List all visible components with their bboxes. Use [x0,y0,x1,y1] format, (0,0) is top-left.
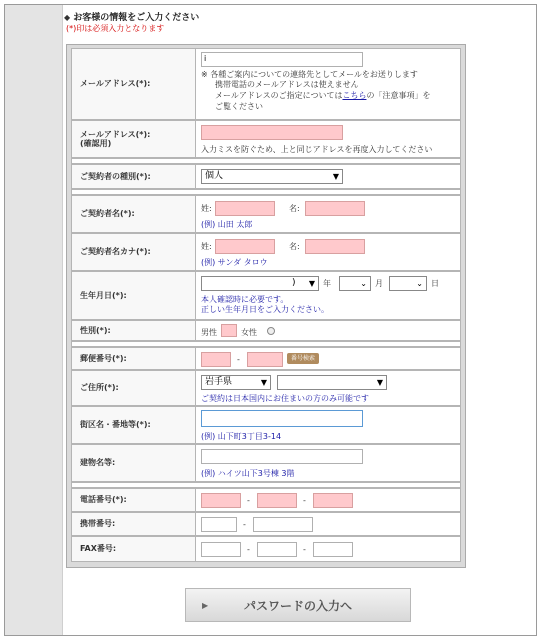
last-name-kana-field[interactable] [215,239,275,254]
phone-1-field[interactable] [201,493,241,508]
gender-label: 性別(*): [72,321,196,340]
phone-3-field[interactable] [313,493,353,508]
postal-label: 郵便番号(*): [72,348,196,369]
fax-row [71,536,461,562]
postal-row [71,347,461,370]
email-confirm-field[interactable] [201,125,343,140]
name-kana-example: (例) サンダ タロウ [201,258,268,267]
building-field[interactable] [201,449,363,464]
chevron-down-icon: ⌄ [416,279,423,288]
male-radio[interactable] [221,324,237,337]
email-note-1: ※ 各種ご案内についての連絡先としてメールをお送りします [201,70,418,79]
phone-2-field[interactable] [257,493,297,508]
fax-2-field[interactable] [257,542,297,557]
birthday-row [71,271,461,320]
next-button-label: パスワードの入力へ [243,598,352,613]
street-label: 街区名・番地等(*): [72,407,196,443]
chevron-down-icon: ▼ [376,378,383,387]
mobile-2-field[interactable] [253,517,313,532]
email-note-4: ご覧ください [215,102,263,111]
name-kana-row [71,233,461,271]
postal-code-1-field[interactable] [201,352,231,367]
chevron-down-icon: ⌄ [360,279,367,288]
fax-dash-2: - [303,545,306,554]
email-value: i [204,54,207,63]
sei-label: 姓: [201,204,212,213]
fax-1-field[interactable] [201,542,241,557]
email-confirm-note: 入力ミスを防ぐため、上と同じアドレスを再度入力してください [201,145,433,154]
name-label: ご契約者名(*): [72,196,196,232]
building-row [71,444,461,482]
phone-dash-2: - [303,496,306,505]
mei-label: 名: [289,204,300,213]
phone-row [71,488,461,512]
next-password-button[interactable] [185,588,411,622]
first-name-field[interactable] [305,201,365,216]
male-label: 男性 [201,328,217,337]
birthday-note-1: 本人確認時に必要です。 [201,295,289,304]
customer-info-form [66,44,466,568]
mobile-label: 携帯番号: [72,513,196,535]
birth-day-select[interactable] [389,276,427,291]
mobile-1-field[interactable] [201,517,237,532]
address-label: ご住所(*): [72,371,196,405]
day-label: 日 [431,279,439,288]
email-label: メールアドレス(*): [72,49,196,119]
chevron-down-icon: ▼ [332,172,339,181]
building-example: (例) ハイツ山下3号棟 3階 [201,469,295,478]
prefecture-select[interactable]: 岩手県 ▼ [201,375,271,390]
year-label: 年 [323,279,331,288]
postal-dash: - [237,355,240,364]
contract-type-row [71,164,461,189]
fax-3-field[interactable] [313,542,353,557]
name-example: (例) 山田 太郎 [201,220,253,229]
chevron-down-icon: ▼ [260,378,267,387]
postal-code-2-field[interactable] [247,352,283,367]
email-note-2: 携帯電話のメールアドレスは使えません [215,80,359,89]
email-confirm-row [71,120,461,158]
street-row [71,406,461,444]
fax-dash-1: - [247,545,250,554]
postal-search-button[interactable]: 番号検索 [287,353,319,364]
birthday-note-2: 正しい生年月日をご入力ください。 [201,305,329,314]
street-example: (例) 山下町3丁目3-14 [201,432,282,441]
first-name-kana-field[interactable] [305,239,365,254]
contract-type-label: ご契約者の種別(*): [72,165,196,188]
address-row [71,370,461,406]
mobile-dash: - [243,520,246,529]
name-row [71,195,461,233]
female-radio[interactable] [267,327,275,335]
mobile-row [71,512,461,536]
email-field[interactable] [201,52,363,67]
mei-kana-label: 名: [289,242,300,251]
street-field[interactable] [201,410,363,427]
phone-label: 電話番号(*): [72,489,196,511]
triangle-right-icon: ▶ [202,601,209,610]
sei-kana-label: 姓: [201,242,212,251]
birthday-label: 生年月日(*): [72,272,196,319]
phone-dash-1: - [247,496,250,505]
fax-label: FAX番号: [72,537,196,561]
address-note: ご契約は日本国内にお住まいの方のみ可能です [201,394,369,403]
diamond-bullet-icon: ◆ [64,13,71,22]
required-note: (*)印は必須入力となります [66,24,165,33]
gender-row [71,320,461,341]
chevron-down-icon: ▼ [308,279,315,288]
email-row [71,48,461,120]
month-label: 月 [375,279,383,288]
email-note-3: メールアドレスのご指定についてはこちらの「注意事項」を [215,91,431,100]
building-label: 建物名等: [72,445,196,481]
section-title: お客様の情報をご入力ください [73,13,200,23]
email-notes-link[interactable]: こちら [342,91,367,100]
contract-type-select[interactable]: 個人 ▼ [201,169,343,184]
left-sidebar [5,5,63,635]
birth-month-select[interactable] [339,276,371,291]
email-confirm-label: メールアドレス(*): (確認用) [72,121,196,157]
female-label: 女性 [241,328,257,337]
section-heading [64,10,199,23]
birth-year-select[interactable]: ) ▼ [201,276,319,291]
city-select[interactable] [277,375,387,390]
last-name-field[interactable] [215,201,275,216]
name-kana-label: ご契約者名カナ(*): [72,234,196,270]
